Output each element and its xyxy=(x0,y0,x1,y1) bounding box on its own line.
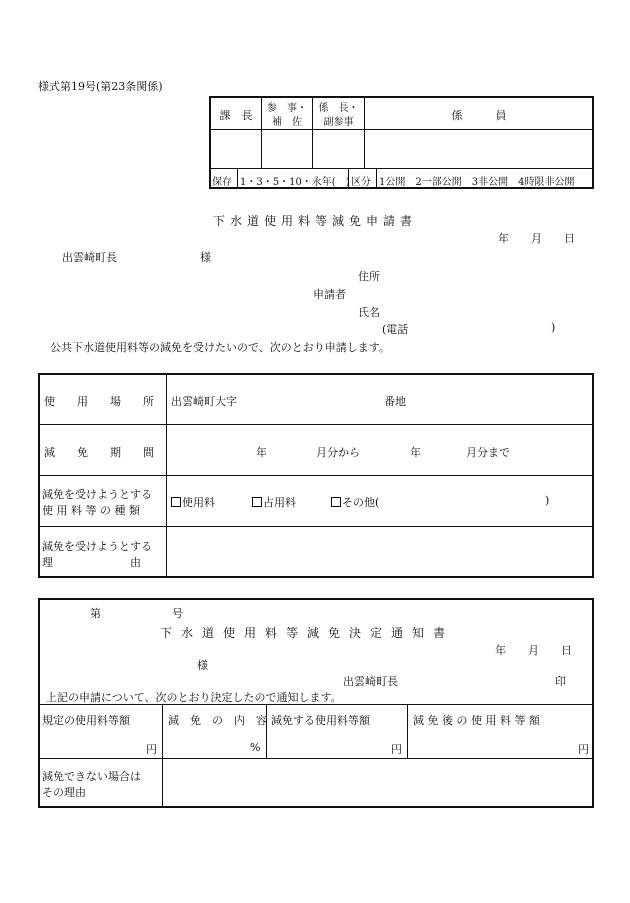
type-option-other[interactable]: その他( xyxy=(331,494,379,510)
decision-issuer: 出雲崎町長 xyxy=(343,675,398,688)
period-label: 減 免 期 間 xyxy=(44,446,154,459)
category-options: 1公開 2一部公開 3非公開 4時限非公開 xyxy=(379,177,575,188)
decision-col-reduced-amount: 減免する使用料等額 xyxy=(271,714,370,727)
location-label: 使 用 場 所 xyxy=(44,395,154,408)
applicant-label: 申請者 xyxy=(313,288,346,301)
type-label-line1: 減免を受けようとする xyxy=(42,488,152,501)
approval-counselor-line2: 補 佐 xyxy=(272,117,302,128)
approval-chief-line1: 係 長・ xyxy=(318,103,359,114)
decision-title: 下水道使用料等減免決定通知書 xyxy=(160,626,455,640)
period-to-year: 年 xyxy=(410,446,421,459)
phone-close: ) xyxy=(551,321,556,334)
type-option-occupancy[interactable]: 占用料 xyxy=(252,494,296,510)
phone-open: (電話 xyxy=(382,323,409,336)
approval-header-line xyxy=(210,129,593,130)
decision-unit-yen-2: 円 xyxy=(391,743,402,756)
form-number: 様式第19号(第23条関係) xyxy=(38,80,163,93)
no-reduction-label-line2: その理由 xyxy=(42,786,86,799)
application-date: 年 月 日 xyxy=(498,232,575,245)
application-statement: 公共下水道使用料等の減免を受けたいので、次のとおり申請します。 xyxy=(50,341,390,354)
approval-staff: 係 員 xyxy=(451,109,507,122)
addressee: 出雲崎町長 xyxy=(62,251,117,264)
decision-date: 年 月 日 xyxy=(495,644,572,657)
retention-label: 保存 xyxy=(212,177,232,188)
approval-counselor-line1: 参 事・ xyxy=(267,103,307,114)
category-label: 区分 xyxy=(351,177,371,188)
decision-unit-percent: % xyxy=(250,741,261,754)
type-option-usage[interactable]: 使用料 xyxy=(171,494,215,510)
retention-options: 1・3・5・10・永年( ) xyxy=(240,177,350,188)
approval-chief-line2: 副参事 xyxy=(323,117,354,128)
seal-mark: 印 xyxy=(555,675,566,688)
period-to-month: 月分まで xyxy=(466,446,510,459)
checkbox-icon[interactable] xyxy=(171,497,181,507)
reason-label-line2: 理 由 xyxy=(42,556,141,569)
decision-unit-yen-3: 円 xyxy=(578,743,589,756)
application-title: 下水道使用料等減免申請書 xyxy=(213,214,418,228)
type-label-line2: 使 用 料 等 の 種 類 xyxy=(42,504,140,517)
decision-unit-yen-1: 円 xyxy=(146,743,157,756)
decision-col-after-amount: 減 免 後 の 使 用 料 等 額 xyxy=(413,714,540,727)
address-label: 住所 xyxy=(358,270,380,283)
reason-label-line1: 減免を受けようとする xyxy=(42,540,152,553)
name-label: 氏名 xyxy=(358,306,380,319)
approval-section-chief: 課 長 xyxy=(219,109,253,122)
checkbox-icon[interactable] xyxy=(252,497,262,507)
checkbox-icon[interactable] xyxy=(331,497,341,507)
decision-number-suffix: 号 xyxy=(172,607,183,620)
no-reduction-label-line1: 減免できない場合は xyxy=(42,770,141,783)
decision-honorific: 様 xyxy=(197,659,208,672)
location-prefix: 出雲崎町大字 xyxy=(171,395,237,408)
location-suffix: 番地 xyxy=(384,395,406,408)
decision-col-standard-fee: 規定の使用料等額 xyxy=(42,714,130,727)
type-option-close: ) xyxy=(545,494,550,507)
period-from-month: 月分から xyxy=(316,446,360,459)
decision-statement: 上記の申請について、次のとおり決定したので通知します。 xyxy=(46,691,342,704)
addressee-honorific: 様 xyxy=(200,251,211,264)
approval-retention-line xyxy=(210,168,593,169)
period-from-year: 年 xyxy=(256,446,267,459)
decision-number-prefix: 第 xyxy=(90,607,101,620)
decision-col-reduction-content: 減 免 の 内 容 xyxy=(168,714,267,727)
